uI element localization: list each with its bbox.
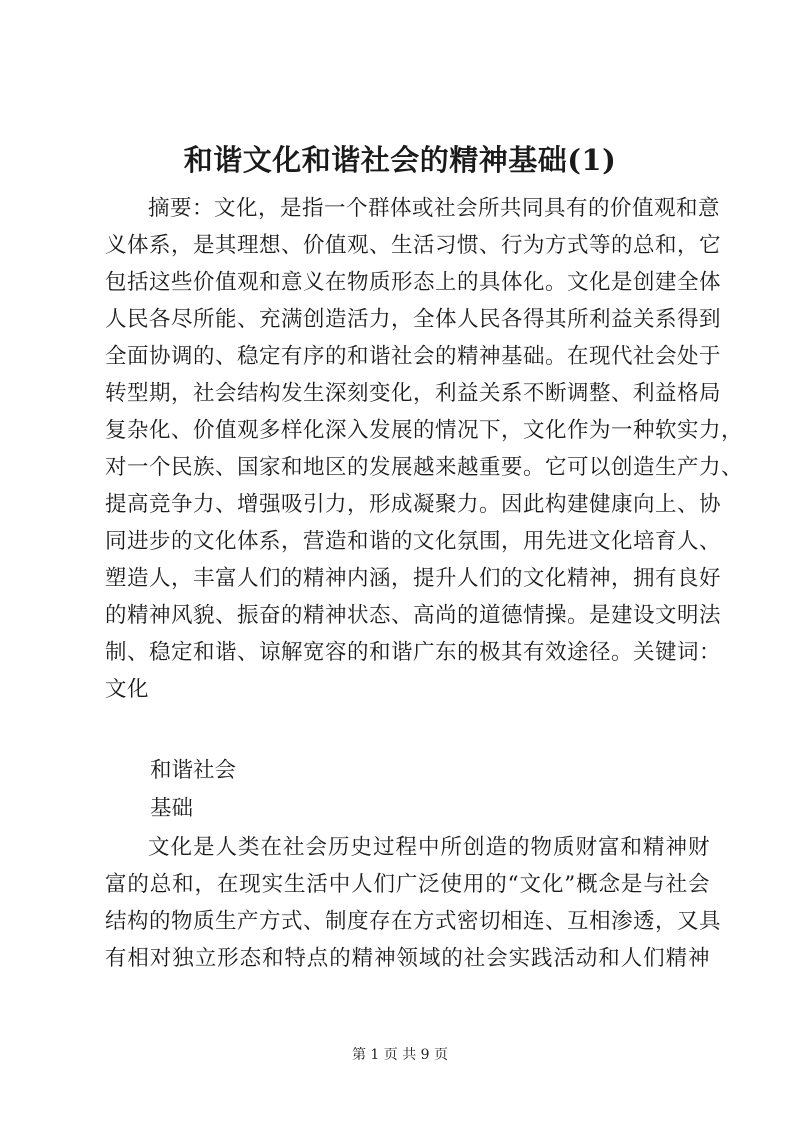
abstract-line: 提高竞争力、增强吸引力，形成凝聚力。因此构建健康向上、协 bbox=[105, 492, 722, 517]
paragraph-line: 结构的物质生产方式、制度存在方式密切相连、互相渗透，又具 bbox=[105, 909, 722, 934]
abstract-line: 复杂化、价值观多样化深入发展的情况下，文化作为一种软实力， bbox=[105, 418, 744, 443]
abstract-line: 人民各尽所能、充满创造活力，全体人民各得其所利益关系得到 bbox=[105, 307, 722, 332]
abstract-line: 制、稳定和谐、谅解宽容的和谐广东的极其有效途径。关键词： bbox=[105, 640, 722, 665]
paragraph-line: 有相对独立形态和特点的精神领域的社会实践活动和人们精神 bbox=[105, 946, 710, 971]
page-number-footer: 第 1 页 共 9 页 bbox=[351, 1047, 449, 1063]
abstract-line: 同进步的文化体系，营造和谐的文化氛围，用先进文化培育人、 bbox=[105, 529, 722, 554]
abstract-line: 的精神风貌、振奋的精神状态、高尚的道德情操。是建设文明法 bbox=[105, 603, 722, 628]
abstract-line: 对一个民族、国家和地区的发展越来越重要。它可以创造生产力、 bbox=[105, 455, 744, 480]
body-paragraph bbox=[105, 829, 722, 977]
keyword-harmonious-society: 和谐社会 bbox=[150, 758, 237, 783]
abstract-line: 义体系，是其理想、价值观、生活习惯、行为方式等的总和，它 bbox=[105, 233, 722, 258]
abstract-paragraph bbox=[105, 190, 744, 708]
paragraph-line: 富的总和，在现实生活中人们广泛使用的“文化”概念是与社会 bbox=[105, 872, 710, 897]
abstract-line: 文化 bbox=[105, 677, 150, 702]
abstract-line: 转型期，社会结构发生深刻变化，利益关系不断调整、利益格局 bbox=[105, 381, 722, 406]
paragraph-line: 文化是人类在社会历史过程中所创造的物质财富和精神财 bbox=[148, 835, 710, 860]
abstract-line: 全面协调的、稳定有序的和谐社会的精神基础。在现代社会处于 bbox=[105, 344, 722, 369]
keyword-foundation: 基础 bbox=[150, 796, 194, 821]
abstract-line: 塑造人，丰富人们的精神内涵，提升人们的文化精神，拥有良好 bbox=[105, 566, 722, 591]
document-title: 和谐文化和谐社会的精神基础(1) bbox=[183, 143, 617, 177]
abstract-line: 摘要：文化，是指一个群体或社会所共同具有的价值观和意 bbox=[148, 196, 721, 221]
abstract-line: 包括这些价值观和意义在物质形态上的具体化。文化是创建全体 bbox=[105, 270, 722, 295]
